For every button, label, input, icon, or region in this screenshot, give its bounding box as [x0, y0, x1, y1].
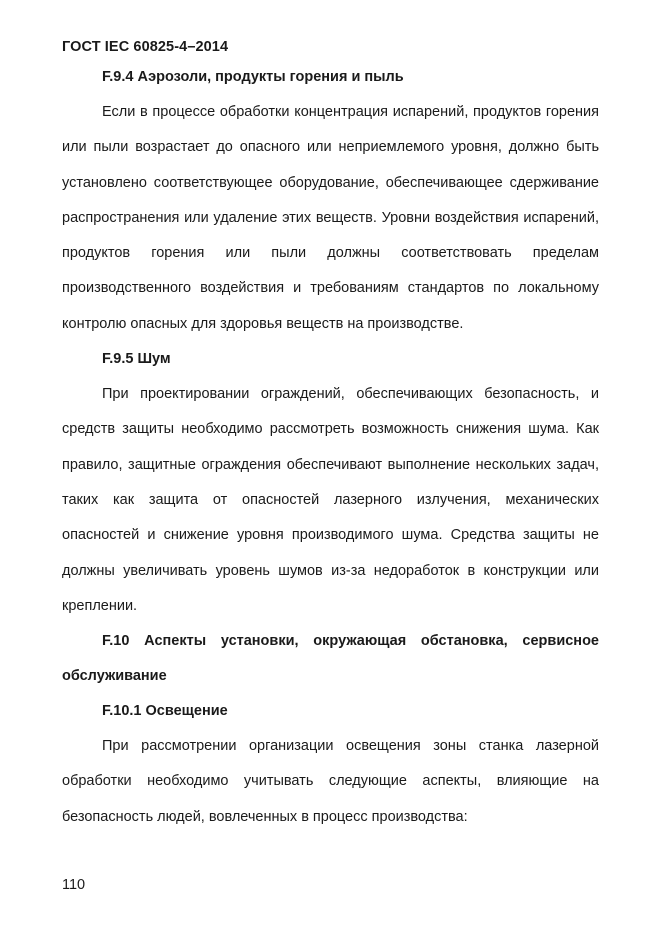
document-header: ГОСТ IEC 60825-4–2014: [62, 39, 229, 55]
paragraph-noise: При проектировании ограждений, обеспечивающих безопасность, и средств защиты необходимо рассмотреть возможность снижения шума. Как правило, защитные ограждения обеспечивают выполнение нескольких задач, таких как защита от опасностей лазерного излучения, механических опасностей и снижение уровня производимого шума. Средства защиты не должны увеличивать уровень шумов из-за недоработок в конструкции или креплении.: [62, 386, 599, 614]
page-body: [62, 60, 599, 835]
section-heading-f95: F.9.5 Шум: [102, 351, 171, 368]
section-heading-f94: F.9.4 Аэрозоли, продукты горения и пыль: [102, 69, 404, 85]
page-number: 110: [62, 877, 86, 893]
paragraph-fumes: Если в процессе обработки концентрация испарений, продуктов горения или пыли возрастает до опасного или неприемлемого уровня, должно быть установлено соответствующее оборудование, обеспечивающее сдерживание распространения или удаление этих веществ. Уровни воздействия испарений, продуктов горения или пыли должны соответствовать пределам производственного воздействия и требованиям стандартов по локальному контролю опасных для здоровья веществ на производстве.: [62, 104, 599, 332]
section-heading-f10: F.10 Аспекты установки, окружающая обстановка, сервисное обслуживание: [62, 633, 599, 685]
section-heading-f101: F.10.1 Освещение: [102, 703, 228, 720]
paragraph-lighting: При рассмотрении организации освещения зоны станка лазерной обработки необходимо учитывать следующие аспекты, влияющие на безопасность людей, вовлеченных в процесс производства:: [62, 738, 599, 825]
